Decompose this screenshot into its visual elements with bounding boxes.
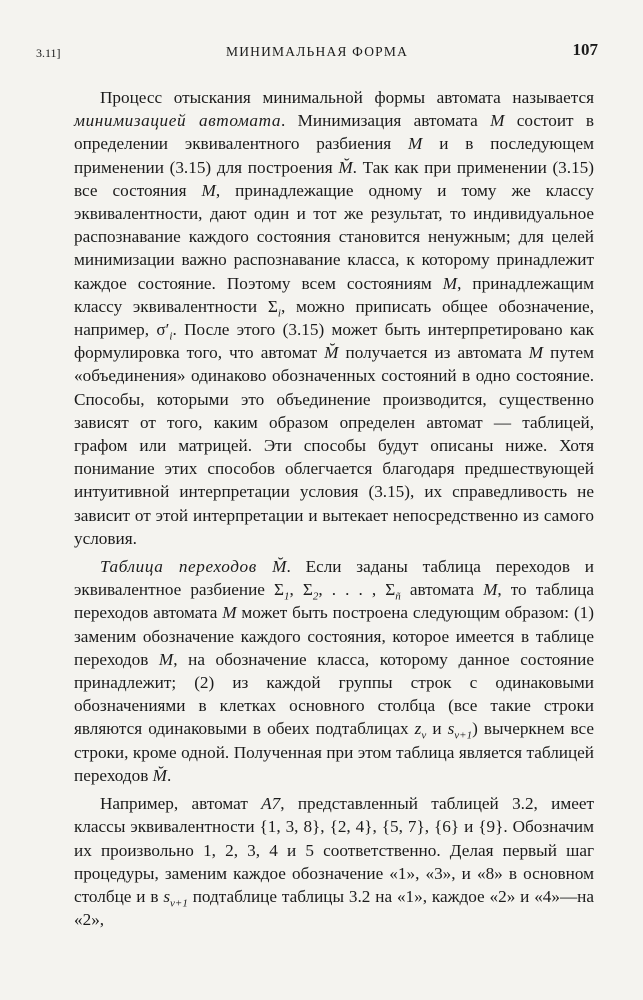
text-math: s (447, 719, 455, 739)
text-math: M (158, 649, 174, 669)
text-math: s (163, 886, 171, 906)
paragraph-example (74, 792, 594, 931)
text-em: минимизацией автомата (74, 111, 282, 131)
text-math: M (201, 180, 216, 200)
text-run: , можно приписать общее обозначение, например, σ′ (74, 296, 594, 340)
text-run: , принадлежащие одному и тому же классу эквивалентности, дают один и тот же результат, то индивидуальное распознавание каждого состояния становится ненужным; для целей минимизации важно распознавание класса, к которому принадлежит каждое состояние. Поэтому всем состояниям (74, 180, 594, 293)
text-run: , представленный таблицей 3.2, имеет классы эквивалентности {1, 3, 8}, {2, 4}, {5, 7}, {6} и {9}. Обозначим их произвольно 1, 2, 3, 4 и 5 соответственно. Делая первый шаг процедуры, заменим каждое обозначение «1», «3», и «8» в основном столбце и в (74, 794, 594, 906)
text-sub: 2 (312, 590, 319, 603)
text-run: ) вычеркнем все строки, кроме одной. Полученная при этом таблица является таблицей переходов (74, 719, 595, 785)
text-math: M (490, 111, 505, 131)
running-title: МИНИМАЛЬНАЯ ФОРМА (225, 44, 409, 59)
text-math: M (222, 603, 237, 623)
paragraph-minimization (74, 86, 594, 550)
text-run: , принадлежащим классу эквивалентности Σ (74, 273, 594, 316)
body-text (74, 86, 594, 931)
text-run: подтаблице таблицы 3.2 на «1», каждое «2» и «4»—на «2», (74, 886, 594, 930)
text-run: , . . . , Σ (318, 580, 396, 600)
text-run: . Так как при применении (3.15) все состояния (74, 157, 594, 200)
text-math: z (414, 719, 422, 739)
text-run: . Минимизация автомата (281, 111, 491, 131)
text-sub: ν (421, 729, 427, 742)
text-sub: ν+1 (170, 897, 188, 910)
text-run: и (426, 719, 448, 739)
running-header (36, 40, 598, 64)
page-number: 107 (572, 40, 598, 59)
text-math: A7 (261, 794, 281, 814)
text-run: получается из автомата (338, 343, 529, 363)
text-run: . Если заданы таблица переходов и эквивалентное разбиение Σ (74, 557, 594, 600)
text-run: . После этого (3.15) может быть интерпретировано как формулировка того, что автомат (74, 320, 595, 363)
paragraph-transition-table (74, 555, 594, 787)
section-number: 3.11] (36, 46, 61, 60)
text-run: может быть построена следующим образом: (1) заменим обозначение каждого состояния, которое имеется в таблице переходов (74, 603, 594, 669)
text-run: состоит в определении эквивалентного разбиения (74, 111, 594, 154)
text-math: M̆ (152, 765, 167, 785)
text-run: Процесс отыскания минимальной формы автомата называется (100, 88, 594, 107)
text-em: Таблица переходов (100, 557, 273, 577)
text-run: , Σ (289, 580, 313, 600)
text-sub: 1 (284, 590, 290, 603)
text-math: M̆ (338, 157, 353, 177)
text-sub: ν+1 (454, 729, 473, 742)
text-run: и в последующем применении (3.15) для построения (74, 134, 594, 177)
text-math: M̆ (324, 343, 339, 363)
text-sub: i (277, 307, 281, 320)
text-run: , то таблица переходов автомата (74, 580, 594, 623)
text-math: M (528, 343, 544, 363)
text-math: M (442, 273, 458, 293)
text-run: Например, автомат (100, 794, 262, 814)
text-run: , на обозначение класса, которому данное состояние принадлежит; (2) из каждой группы строк с одинаковыми обозначениями в клетках основного столбца (все такие строки являются одинаковыми в обеих подтаблицах (74, 649, 594, 739)
text-sub: ñ (395, 590, 401, 603)
text-math: M (408, 134, 423, 154)
text-sub: i (169, 330, 173, 343)
text-run: путем «объединения» одинаково обозначенных состояний в одно состояние. Способы, которыми это объединение производится, существенно зависят от того, каким образом определен автомат — таблицей, графом или матрицей. Эти способы будут описаны ниже. Хотя понимание этих способов облегчается благодаря предшествующей интуитивной интерпретации условия (3.15), их справедливость не зависит от этой интерпретации и вытекает непосредственно из самого условия. (74, 343, 594, 548)
text-math: M̆ (272, 557, 287, 577)
text-math: M (483, 580, 498, 600)
text-run: . (166, 765, 172, 785)
text-run: автомата (400, 580, 484, 600)
